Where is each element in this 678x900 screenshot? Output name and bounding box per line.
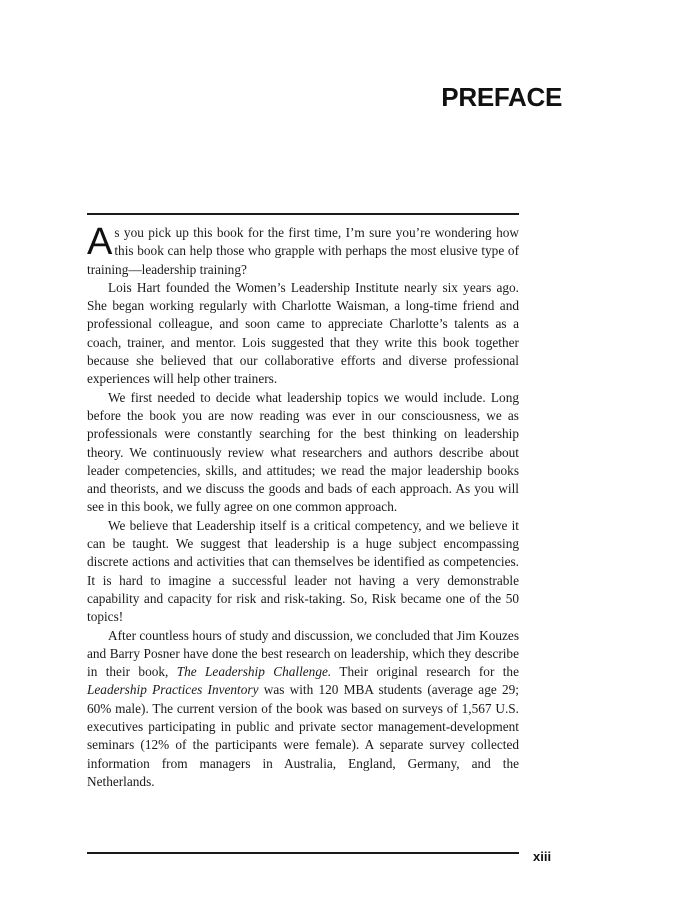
drop-cap: A	[87, 221, 113, 263]
book-title: The Leadership Challenge.	[176, 664, 332, 680]
paragraph-5-part-2: Their original research for the	[331, 664, 519, 680]
page-title: PREFACE	[441, 82, 562, 112]
paragraph-5	[87, 627, 519, 792]
inventory-title: Leadership Practices Inventory	[87, 682, 259, 698]
paragraph-1	[87, 221, 519, 279]
preface-body	[87, 221, 519, 791]
paragraph-2: Lois Hart founded the Women’s Leadership Institute nearly six years ago. She began working regularly with Charlotte Waisman, a long-time friend and professional colleague, and soon came to appreciate Charlotte’s talents as a coach, trainer, and mentor. Lois suggested that they write this book together because she believed that our collaborative efforts and diverse professional experiences will help other trainers.	[87, 279, 519, 387]
paragraph-5-part-1: After countless hours of study and discussion, we concluded that Jim Kouzes and Barry Posner have done the best research on leadership, which they describe in their book,	[87, 627, 519, 680]
paragraph-5-part-3: was with 120 MBA students (average age 29; 60% male). The current version of the book was based on surveys of 1,567 U.S. executives participating in public and private sector management-development seminars (12% of the participants were female). A separate survey collected information from managers in Australia, England, Germany, and the Netherlands.	[87, 682, 519, 789]
paragraph-4: We believe that Leadership itself is a critical competency, and we believe it can be taught. We suggest that leadership is a huge subject encompassing discrete actions and activities that can themselves be identified as competencies. It is hard to imagine a successful leader not having a very demonstrable capability and capacity for risk and risk-taking. So, Risk became one of the 50 topics!	[87, 517, 519, 625]
page-number: xiii	[533, 849, 552, 864]
bottom-divider	[87, 852, 519, 854]
top-divider	[87, 213, 519, 215]
paragraph-1-text: s you pick up this book for the first time, I’m sure you’re wondering how this book can help those who grapple with perhaps the most elusive type of training—leadership training?	[87, 225, 519, 277]
paragraph-3: We first needed to decide what leadership topics we would include. Long before the book you are now reading was ever in our consciousness, we as professionals were constantly searching for the best thinking on leadership theory. We continuously review what researchers and authors describe about leader competencies, skills, and attitudes; we read the major leadership books and theorists, and we discuss the goods and bads of each approach. As you will see in this book, we fully agree on one common approach.	[87, 389, 519, 515]
